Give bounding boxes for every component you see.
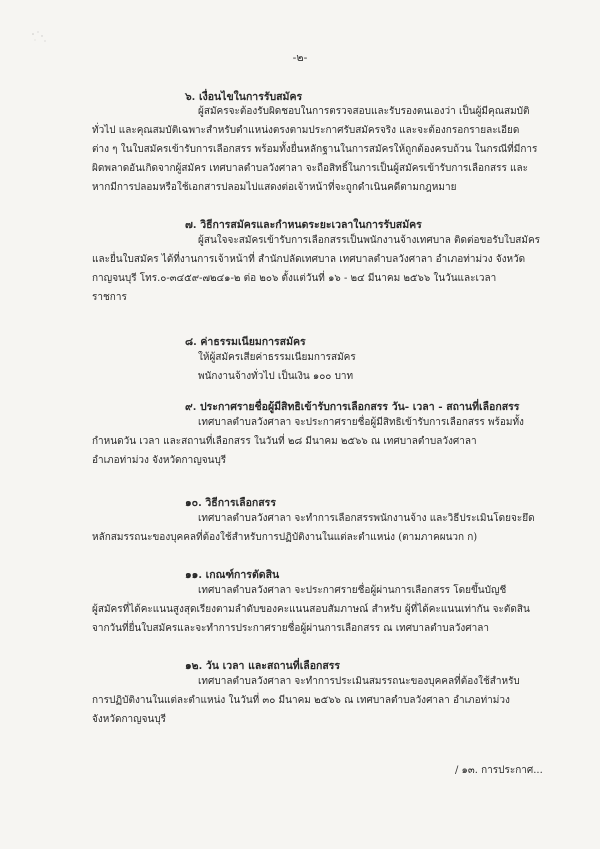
section-12-line: การปฏิบัติงานในแต่ละตำแหน่ง ในวันที่ ๓๐ มีนาคม ๒๕๖๖ ณ เทศบาลตำบลวังศาลา อำเภอท่าม่วง bbox=[92, 695, 510, 706]
section-title-7: ๗. วิธีการสมัครและกำหนดระยะเวลาในการรับสมัคร bbox=[185, 219, 422, 231]
section-6-line: ผู้สมัครจะต้องรับผิดชอบในการตรวจสอบและรับรองตนเองว่า เป็นผู้มีคุณสมบัติ bbox=[198, 106, 530, 117]
section-7-line: และยื่นใบสมัคร ได้ที่งานการเจ้าหน้าที่ สำนักปลัดเทศบาล เทศบาลตำบลวังศาลา อำเภอท่าม่วง จังหวัด bbox=[92, 254, 526, 265]
section-11-line: เทศบาลตำบลวังศาลา จะประกาศรายชื่อผู้ผ่านการเลือกสรร โดยขึ้นบัญชี bbox=[198, 585, 507, 596]
section-title-9: ๙. ประกาศรายชื่อผู้มีสิทธิเข้ารับการเลือกสรร วัน- เวลา - สถานที่เลือกสรร bbox=[185, 401, 520, 413]
section-title-8: ๘. ค่าธรรมเนียมการสมัคร bbox=[185, 336, 306, 348]
section-9-line: กำหนดวัน เวลา และสถานที่เลือกสรร ในวันที่ ๒๘ มีนาคม ๒๕๖๖ ณ เทศบาลตำบลวังศาลา bbox=[92, 436, 477, 447]
section-title-12: ๑๒. วัน เวลา และสถานที่เลือกสรร bbox=[185, 660, 341, 672]
section-6-line: ทั่วไป และคุณสมบัติเฉพาะสำหรับตำแหน่งตรงตามประกาศรับสมัครจริง และจะต้องกรอกรายละเอียด bbox=[92, 125, 520, 136]
section-7-line: กาญจนบุรี โทร.๐-๓๔๕๙-๗๒๔๑-๒ ต่อ ๒๐๖ ตั้งแต่วันที่ ๑๖ - ๒๔ มีนาคม ๒๕๖๖ ในวันและเวลา bbox=[92, 273, 497, 284]
section-8-line: พนักงานจ้างทั่วไป เป็นเงิน ๑๐๐ บาท bbox=[198, 371, 354, 382]
section-10-line: หลักสมรรถนะของบุคคลที่ต้องใช้สำหรับการปฏิบัติงานในแต่ละตำแหน่ง (ตามภาคผนวก ก) bbox=[92, 532, 478, 543]
section-7-line: ราชการ bbox=[92, 292, 127, 303]
section-title-6: ๖. เงื่อนไขในการรับสมัคร bbox=[185, 91, 303, 103]
scan-mark bbox=[30, 30, 48, 44]
section-8-line: ให้ผู้สมัครเสียค่าธรรมเนียมการสมัคร bbox=[198, 352, 356, 363]
section-12-line: จังหวัดกาญจนบุรี bbox=[92, 714, 167, 725]
section-9-line: เทศบาลตำบลวังศาลา จะประกาศรายชื่อผู้มีสิทธิเข้ารับการเลือกสรร พร้อมทั้ง bbox=[198, 417, 524, 428]
section-10-line: เทศบาลตำบลวังศาลา จะทำการเลือกสรรพนักงานจ้าง และวิธีประเมินโดยจะยึด bbox=[198, 513, 535, 524]
section-6-line: ผิดพลาดอันเกิดจากผู้สมัคร เทศบาลตำบลวังศาลา จะถือสิทธิ์ในการเป็นผู้สมัครเข้ารับการเลือกสรร และ bbox=[92, 163, 529, 174]
section-12-line: เทศบาลตำบลวังศาลา จะทำการประเมินสมรรถนะของบุคคลที่ต้องใช้สำหรับ bbox=[198, 676, 520, 687]
section-6-line: ต่าง ๆ ในใบสมัครเข้ารับการเลือกสรร พร้อมทั้งยื่นหลักฐานในการสมัครให้ถูกต้องครบถ้วน ในกรณีที่มีการ bbox=[92, 144, 538, 155]
section-6-line: หากมีการปลอมหรือใช้เอกสารปลอมไปแสดงต่อเจ้าหน้าที่จะถูกดำเนินคดีตามกฎหมาย bbox=[92, 182, 457, 193]
section-7-line: ผู้สนใจจะสมัครเข้ารับการเลือกสรรเป็นพนักงานจ้างเทศบาล ติดต่อขอรับใบสมัคร bbox=[198, 235, 541, 246]
section-title-11: ๑๑. เกณฑ์การตัดสิน bbox=[185, 569, 280, 581]
section-11-line: จากวันที่ยื่นใบสมัครและจะทำการประกาศรายชื่อผู้ผ่านการเลือกสรร ณ เทศบาลตำบลวังศาลา bbox=[92, 623, 489, 634]
section-title-10: ๑๐. วิธีการเลือกสรร bbox=[185, 497, 276, 509]
section-9-line: อำเภอท่าม่วง จังหวัดกาญจนบุรี bbox=[92, 455, 227, 466]
page-number: -๒- bbox=[292, 51, 308, 64]
continuation-footer: / ๑๓. การประกาศ... bbox=[455, 765, 543, 776]
section-11-line: ผู้สมัครที่ได้คะแนนสูงสุดเรียงตามลำดับของคะแนนสอบสัมภาษณ์ สำหรับ ผู้ที่ได้คะแนนเท่ากัน จะตัดสิน bbox=[92, 604, 530, 615]
